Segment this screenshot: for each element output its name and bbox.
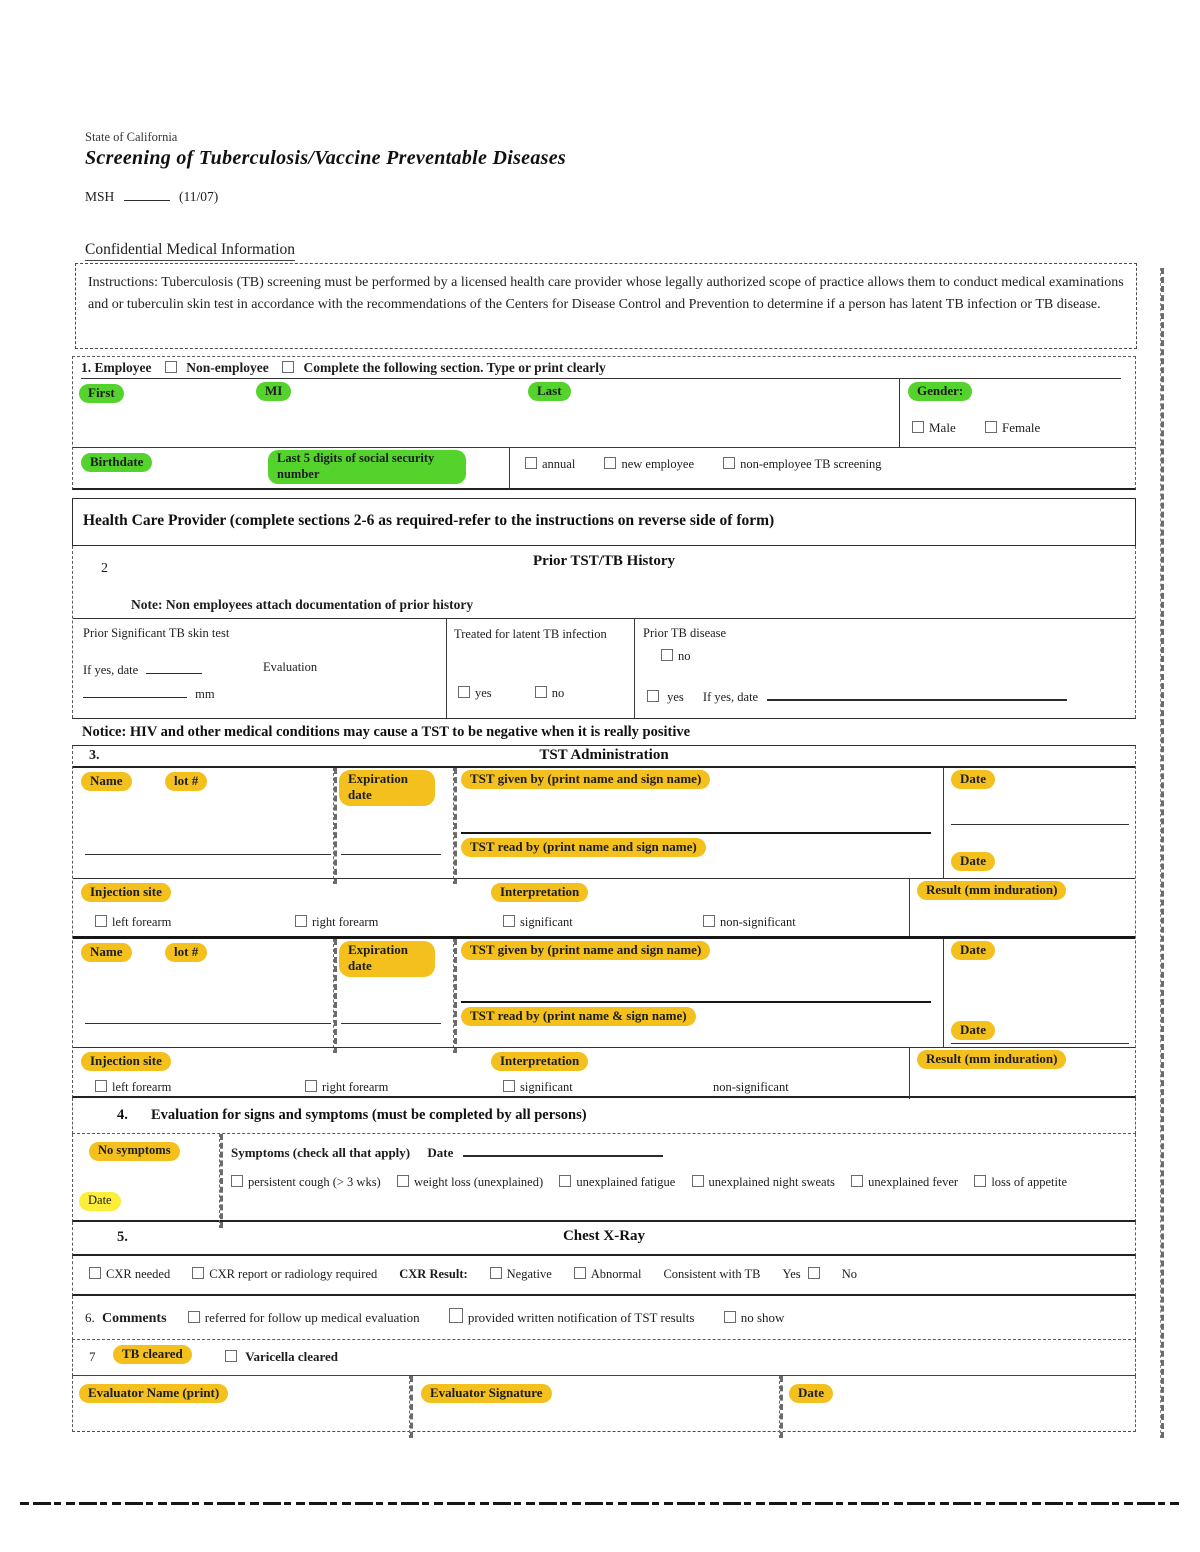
cxr-negative-label: Negative	[506, 1267, 552, 1281]
prior-tb-yes-checkbox[interactable]	[647, 690, 659, 702]
inj2-significant-label: significant	[520, 1080, 573, 1094]
symptom-fatigue-option[interactable]	[559, 1175, 675, 1189]
notice-bar	[72, 718, 1136, 746]
section4-heading-bar	[72, 1098, 1136, 1134]
inj2-right-label: right forearm	[322, 1080, 389, 1094]
prior-tb-yes-row	[647, 686, 1067, 705]
non-employee-screening-option[interactable]	[723, 457, 881, 471]
tst2-given-by-label: TST given by (print name and sign name)	[461, 941, 710, 960]
tst2-date-read-label: Date	[951, 1021, 995, 1040]
inj2-right-forearm-option[interactable]	[305, 1080, 388, 1095]
inj1-non-significant-label: non-significant	[720, 915, 796, 929]
tst2-lot-label: lot #	[165, 943, 207, 962]
evaluator-divider-2	[779, 1376, 783, 1438]
cxr-no-label: No	[841, 1267, 857, 1281]
prior-tb-yes-label: yes	[667, 690, 684, 704]
prior-tb-if-yes-label: If yes, date	[702, 690, 759, 704]
inj2-left-forearm-option[interactable]	[95, 1080, 171, 1095]
symptom-cough-option[interactable]	[231, 1175, 381, 1189]
symptom-appetite-label: loss of appetite	[991, 1175, 1067, 1189]
section5-title: Chest X-Ray	[562, 1228, 646, 1244]
referred-checkbox[interactable]	[188, 1311, 200, 1323]
gender-options	[912, 420, 1066, 436]
new-employee-option[interactable]	[604, 457, 694, 471]
cxr-no-option[interactable]	[842, 1267, 857, 1282]
section6-number: 6.	[85, 1310, 95, 1325]
varicella-checkbox[interactable]	[225, 1350, 237, 1362]
section1-complete-label: Complete the following section. Type or print clearly	[303, 360, 606, 375]
symptom-weight-label: weight loss (unexplained)	[413, 1175, 544, 1189]
gender-cell	[899, 379, 1136, 447]
inj1-interpretation-label: Interpretation	[491, 883, 588, 902]
evaluator-divider-1	[409, 1376, 413, 1438]
symptom-sweats-label: unexplained night sweats	[708, 1175, 835, 1189]
cxr-yes-label: Yes	[782, 1267, 801, 1281]
inj2-significant-option[interactable]	[503, 1080, 573, 1095]
prior-tb-disease-label: Prior TB disease	[643, 626, 727, 640]
inj2-result-label: Result (mm induration)	[917, 1050, 1066, 1069]
symptoms-label: Symptoms (check all that apply)	[231, 1145, 411, 1160]
prior-tb-no-label: no	[678, 649, 691, 663]
tb-cleared-label: TB cleared	[113, 1345, 192, 1364]
page-edge-dashed-line	[1160, 268, 1164, 1438]
injection-row-2	[73, 1047, 1135, 1098]
tst2-date-read-blank[interactable]	[951, 1043, 1129, 1044]
symptom-weight-checkbox[interactable]	[397, 1175, 409, 1187]
cxr-abnormal-label: Abnormal	[590, 1267, 642, 1281]
tst-block-2	[73, 939, 1135, 1047]
tst-block-1	[73, 768, 1135, 878]
gender-field-label: Gender:	[908, 382, 972, 401]
section5-number: 5.	[117, 1229, 128, 1245]
section2-col-divider-1	[446, 618, 447, 718]
symptom-fever-label: unexplained fever	[868, 1175, 959, 1189]
evaluator-row	[72, 1376, 1136, 1432]
section7-row	[72, 1340, 1136, 1376]
section6-row	[72, 1296, 1136, 1340]
provider-heading-box	[72, 498, 1136, 546]
first-name-field-label: First	[79, 384, 124, 403]
employee-checkbox[interactable]	[165, 361, 177, 373]
inj1-non-significant-option[interactable]	[703, 915, 796, 930]
inj1-left-label: left forearm	[112, 915, 172, 929]
tst2-name-label: Name	[81, 943, 132, 962]
inj1-right-label: right forearm	[312, 915, 379, 929]
treated-options	[458, 686, 590, 701]
symptom-fever-checkbox[interactable]	[851, 1175, 863, 1187]
injection-row-1	[73, 878, 1135, 936]
symptom-sweats-option[interactable]	[692, 1175, 835, 1189]
annual-checkbox[interactable]	[525, 457, 537, 469]
symptom-cough-label: persistent cough (> 3 wks)	[248, 1175, 381, 1189]
cxr-yes-option[interactable]	[782, 1267, 819, 1282]
no-symptoms-label: No symptoms	[89, 1142, 180, 1161]
inj2-non-significant-option[interactable]	[713, 1080, 789, 1095]
cxr-negative-option[interactable]	[490, 1267, 552, 1282]
screening-type-options	[525, 457, 908, 472]
inj2-right-checkbox[interactable]	[305, 1080, 317, 1092]
tst1-date-read-label: Date	[951, 852, 995, 871]
varicella-option[interactable]	[225, 1349, 338, 1365]
birthdate-field-label: Birthdate	[81, 453, 152, 472]
evaluator-date-label: Date	[789, 1384, 833, 1403]
symptoms-checklist	[231, 1170, 1121, 1195]
if-yes-date-label: If yes, date	[83, 663, 139, 677]
instructions-box	[75, 263, 1137, 349]
section2-number: 2	[101, 561, 108, 576]
middle-initial-field-label: MI	[256, 382, 291, 401]
cxr-consistent-label: Consistent with TB	[663, 1267, 761, 1281]
prior-if-yes-row	[83, 660, 202, 678]
tst1-lot-label: lot #	[165, 772, 207, 791]
tst1-given-by-label: TST given by (print name and sign name)	[461, 770, 710, 789]
treated-yes-option[interactable]	[458, 686, 492, 700]
treated-yes-checkbox[interactable]	[458, 686, 470, 698]
section2-note: Note: Non employees attach documentation of prior history	[131, 597, 474, 612]
section1-box	[72, 356, 1136, 490]
section4-box	[72, 1134, 1136, 1222]
symptom-weight-option[interactable]	[397, 1175, 543, 1189]
cxr-report-checkbox[interactable]	[192, 1267, 204, 1279]
tst2-name-blank[interactable]	[85, 1023, 331, 1024]
section3-title: TST Administration	[539, 747, 669, 763]
no-show-label: no show	[740, 1310, 785, 1325]
cxr-options	[89, 1267, 1119, 1282]
tst1-expiration-blank[interactable]	[341, 854, 441, 855]
tst1-date-col-divider	[943, 768, 944, 878]
prior-tb-date-blank[interactable]	[767, 686, 1067, 701]
mm-blank[interactable]	[83, 684, 187, 698]
tst1-given-by-blank[interactable]	[461, 832, 931, 834]
inj1-result-divider	[909, 879, 910, 937]
inj2-left-label: left forearm	[112, 1080, 172, 1094]
symptom-fever-option[interactable]	[851, 1175, 958, 1189]
birthdate-row-divider	[509, 447, 510, 489]
section4-number: 4.	[117, 1107, 128, 1123]
symptom-appetite-option[interactable]	[974, 1175, 1067, 1189]
varicella-label: Varicella cleared	[245, 1349, 339, 1364]
inj1-site-label: Injection site	[81, 883, 171, 902]
cxr-report-option[interactable]	[192, 1267, 377, 1282]
section2-col-divider-2	[634, 618, 635, 718]
symptom-appetite-checkbox[interactable]	[974, 1175, 986, 1187]
treated-no-checkbox[interactable]	[535, 686, 547, 698]
provided-checkbox[interactable]	[449, 1308, 463, 1323]
section1-row-divider	[73, 447, 1135, 448]
section1-employee-label: 1. Employee	[81, 360, 152, 375]
tst1-name-label: Name	[81, 772, 132, 791]
referred-option[interactable]	[188, 1310, 420, 1325]
inj1-result-label: Result (mm induration)	[917, 881, 1066, 900]
form-number-blank	[124, 187, 170, 201]
symptoms-date-blank[interactable]	[463, 1142, 663, 1157]
inj2-interpretation-label: Interpretation	[491, 1052, 588, 1071]
male-label: Male	[929, 420, 956, 435]
cxr-result-label: CXR Result:	[399, 1267, 468, 1281]
section2-divider	[73, 618, 1135, 619]
prior-tb-no-option[interactable]	[661, 649, 691, 664]
form-rev: (11/07)	[179, 189, 219, 204]
annual-option[interactable]	[525, 457, 575, 471]
tst1-col-divider-a	[333, 768, 337, 884]
inj2-significant-checkbox[interactable]	[503, 1080, 515, 1092]
inj1-significant-checkbox[interactable]	[503, 915, 515, 927]
tst2-date-given-label: Date	[951, 941, 995, 960]
section5-header	[72, 1222, 1136, 1256]
section3-box	[72, 746, 1136, 1098]
referred-label: referred for follow up medical evaluation	[204, 1310, 420, 1325]
cxr-row	[72, 1256, 1136, 1296]
treated-yes-label: yes	[475, 686, 492, 700]
form-code: MSH	[85, 189, 115, 204]
symptoms-date-label: Date	[427, 1145, 454, 1160]
section3-number: 3.	[89, 748, 100, 763]
state-label: State of California	[85, 130, 178, 144]
mm-row	[83, 684, 215, 702]
provided-option[interactable]	[449, 1310, 695, 1325]
treated-no-option[interactable]	[535, 686, 565, 700]
tst2-read-by-label: TST read by (print name & sign name)	[461, 1007, 696, 1026]
comments-label: Comments	[102, 1311, 167, 1326]
cxr-abnormal-checkbox[interactable]	[574, 1267, 586, 1279]
female-checkbox[interactable]	[985, 421, 997, 433]
cxr-negative-checkbox[interactable]	[490, 1267, 502, 1279]
inj1-left-checkbox[interactable]	[95, 915, 107, 927]
inj1-significant-label: significant	[520, 915, 573, 929]
tst2-col-divider-b	[453, 939, 457, 1053]
inj1-right-checkbox[interactable]	[295, 915, 307, 927]
male-checkbox[interactable]	[912, 421, 924, 433]
section2-title: Prior TST/TB History	[533, 553, 675, 569]
section4-col-divider	[219, 1134, 223, 1228]
section4-heading: Evaluation for signs and symptoms (must be completed by all persons)	[151, 1107, 587, 1123]
mm-label: mm	[195, 687, 215, 701]
tst1-read-by-label: TST read by (print name and sign name)	[461, 838, 706, 857]
confidential-heading: Confidential Medical Information	[85, 241, 295, 261]
symptom-fatigue-checkbox[interactable]	[559, 1175, 571, 1187]
cxr-report-label: CXR report or radiology required	[209, 1267, 378, 1281]
cxr-abnormal-option[interactable]	[574, 1267, 642, 1282]
section2-box	[72, 546, 1136, 718]
inj1-non-significant-checkbox[interactable]	[703, 915, 715, 927]
tst2-expiration-label: Expiration date	[339, 941, 435, 977]
provided-label: provided written notification of TST results	[467, 1310, 695, 1325]
evaluation-label: Evaluation	[263, 660, 318, 674]
evaluator-name-label: Evaluator Name (print)	[79, 1384, 228, 1403]
inj1-right-forearm-option[interactable]	[295, 915, 378, 930]
form-title: Screening of Tuberculosis/Vaccine Preventable Diseases	[85, 147, 566, 169]
new-employee-checkbox[interactable]	[604, 457, 616, 469]
prior-tb-no-checkbox[interactable]	[661, 649, 673, 661]
tst1-col-divider-b	[453, 768, 457, 884]
new-employee-label: new employee	[621, 457, 694, 471]
provider-heading: Health Care Provider (complete sections 2-6 as required-refer to the instructions on reverse side of form)	[83, 512, 775, 529]
tst1-expiration-label: Expiration date	[339, 770, 435, 806]
evaluator-signature-label: Evaluator Signature	[421, 1384, 552, 1403]
cxr-needed-option[interactable]	[89, 1267, 170, 1282]
symptom-sweats-checkbox[interactable]	[692, 1175, 704, 1187]
tst1-date-given-blank[interactable]	[951, 824, 1129, 825]
treated-no-label: no	[551, 686, 565, 700]
scan-artifact-line	[20, 1502, 1180, 1505]
prior-skin-test-label: Prior Significant TB skin test	[83, 626, 230, 640]
non-employee-checkbox[interactable]	[282, 361, 294, 373]
section3-header	[73, 746, 1135, 768]
section6-content	[85, 1308, 810, 1327]
symptoms-header-row	[231, 1142, 663, 1161]
non-employee-screening-label: non-employee TB screening	[740, 457, 882, 471]
section7-number: 7	[89, 1349, 96, 1364]
inj2-result-divider	[909, 1048, 910, 1099]
inj2-left-checkbox[interactable]	[95, 1080, 107, 1092]
tst2-col-divider-a	[333, 939, 337, 1053]
inj1-significant-option[interactable]	[503, 915, 573, 930]
non-employee-screening-checkbox[interactable]	[723, 457, 735, 469]
section4-date-left-label: Date	[79, 1192, 121, 1211]
symptom-fatigue-label: unexplained fatigue	[576, 1175, 676, 1189]
gender-female-option[interactable]	[985, 420, 1040, 435]
tst2-given-by-blank[interactable]	[461, 1001, 931, 1003]
notice-text: Notice: HIV and other medical conditions may cause a TST to be negative when it is really positive	[82, 724, 691, 740]
treated-latent-label: Treated for latent TB infection	[454, 627, 607, 641]
no-show-option[interactable]	[724, 1310, 785, 1325]
gender-male-option[interactable]	[912, 420, 956, 435]
form-number-line	[85, 187, 218, 205]
tst1-date-given-label: Date	[951, 770, 995, 789]
tst1-name-blank[interactable]	[85, 854, 331, 855]
cxr-needed-checkbox[interactable]	[89, 1267, 101, 1279]
tst2-expiration-blank[interactable]	[341, 1023, 441, 1024]
last-name-field-label: Last	[528, 382, 571, 401]
if-yes-date-blank[interactable]	[146, 660, 202, 674]
inj1-left-forearm-option[interactable]	[95, 915, 171, 930]
inj2-site-label: Injection site	[81, 1052, 171, 1071]
section1-header	[81, 360, 1121, 379]
section1-nonemployee-label: Non-employee	[186, 360, 269, 375]
annual-label: annual	[542, 457, 576, 471]
no-show-checkbox[interactable]	[724, 1311, 736, 1323]
cxr-yes-checkbox[interactable]	[808, 1267, 820, 1279]
instructions-text: Instructions: Tuberculosis (TB) screening must be performed by a licensed health care provider whose legally authorized scope of practice allows them to conduct medical examinations and or tuberculin skin test in accordance with the recommendations of the Centers for Disease Control and Prevention to determine if a person has latent TB infection or TB disease.	[88, 275, 1124, 312]
cxr-needed-label: CXR needed	[106, 1267, 171, 1281]
ssn-field-label: Last 5 digits of social security number	[268, 450, 466, 484]
inj2-non-significant-label: non-significant	[713, 1080, 789, 1094]
symptom-cough-checkbox[interactable]	[231, 1175, 243, 1187]
tst2-date-col-divider	[943, 939, 944, 1047]
female-label: Female	[1001, 420, 1041, 435]
